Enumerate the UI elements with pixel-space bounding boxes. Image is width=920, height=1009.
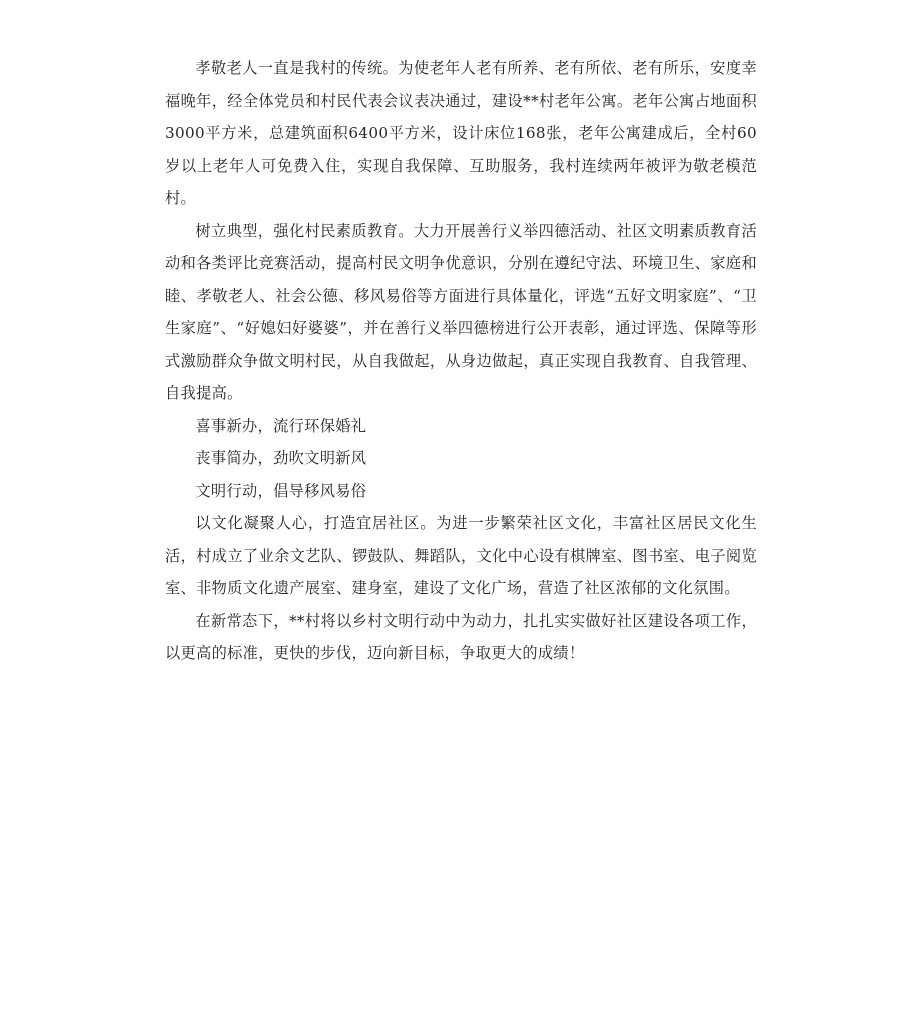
paragraph-respect-elderly: 孝敬老人一直是我村的传统。为使老年人老有所养、老有所依、老有所乐，安度幸福晚年，经全体党员和村民代表会议表决通过，建设**村老年公寓。老年公寓占地面积3000平方米，总建筑面积6400平方米，设计床位168张，老年公寓建成后，全村60岁以上老年人可免费入住，实现自我保障、互助服务，我村连续两年被评为敬老模范村。 — [165, 59, 757, 207]
document-page — [165, 52, 757, 670]
paragraph-funerals: 丧事简办，劲吹文明新风 — [195, 449, 367, 467]
paragraph-weddings: 喜事新办，流行环保婚礼 — [195, 416, 367, 435]
paragraph-conclusion: 在新常态下，**村将以乡村文明行动中为动力，扎扎实实做好社区建设各项工作，以更高的标准，更快的步伐，迈向新目标，争取更大的成绩！ — [165, 611, 757, 662]
paragraph-role-models: 树立典型，强化村民素质教育。大力开展善行义举四德活动、社区文明素质教育活动和各类评比竞赛活动，提高村民文明争优意识，分别在遵纪守法、环境卫生、家庭和睦、孝敬老人、社会公德、移风易俗等方面进行具体量化，评选“五好文明家庭”、“卫生家庭”、“好媳妇好婆婆”，并在善行义举四德榜进行公开表彰，通过评选、保障等形式激励群众争做文明村民，从自我做起，从身边做起，真正实现自我教育、自我管理、自我提高。 — [165, 221, 757, 402]
paragraph-culture: 以文化凝聚人心，打造宜居社区。为进一步繁荣社区文化，丰富社区居民文化生活，村成立了业余文艺队、锣鼓队、舞蹈队，文化中心设有棋牌室、图书室、电子阅览室、非物质文化遗产展室、建身室，建设了文化广场，营造了社区浓郁的文化氛围。 — [165, 514, 757, 597]
paragraph-civilized-action: 文明行动，倡导移风易俗 — [195, 481, 367, 500]
